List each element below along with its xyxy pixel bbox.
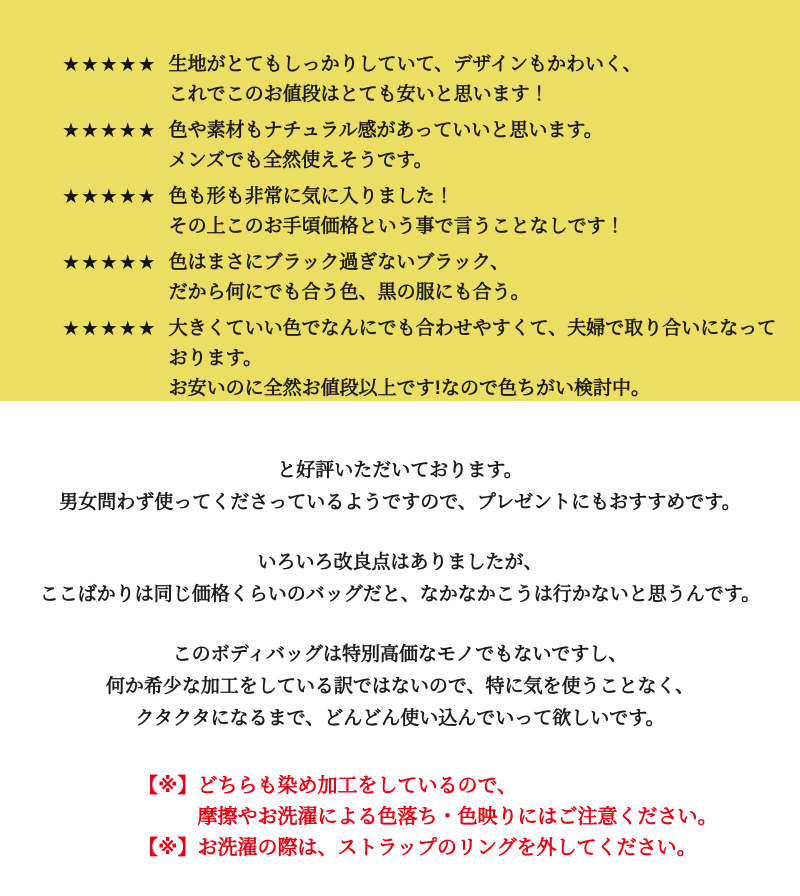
five-star-rating-icon: ★★★★★ [62, 54, 157, 76]
summary-line: クタクタになるまで、どんどん使い込んでいって欲しいです。 [135, 708, 665, 729]
five-star-rating-icon: ★★★★★ [62, 120, 157, 142]
caution-note [138, 771, 780, 833]
review-text [169, 248, 530, 308]
note-marker: 【※】 [138, 837, 198, 859]
summary-line: と好評いただいております。 [277, 460, 523, 481]
five-star-rating-icon: ★★★★★ [62, 318, 157, 340]
review-line: 色や素材もナチュラル感があっていいと思います。 [168, 120, 603, 141]
five-star-rating-icon: ★★★★★ [62, 252, 157, 274]
review-line: だから何にでも合う色、黒の服にも合う。 [168, 282, 530, 303]
summary-line: ここばかりは同じ価格くらいのバッグだと、なかなかこうは行かないと思うんです。 [39, 584, 761, 605]
summary-line: 男女問わず使ってくださっているようですので、プレゼントにもおすすめです。 [59, 492, 741, 513]
note-line: 摩擦やお洗濯による色落ち・色映りにはご注意ください。 [197, 806, 718, 828]
review-line: その上このお手頃価格という事で言うことなしです！ [168, 216, 625, 237]
review-item [62, 182, 782, 242]
note-marker: 【※】 [138, 775, 198, 797]
review-line: メンズでも全然使えそうです。 [168, 150, 433, 171]
summary-paragraph [0, 639, 800, 735]
customer-reviews-section [0, 0, 800, 401]
review-text [169, 182, 625, 242]
review-text [169, 314, 782, 404]
review-item [62, 314, 782, 404]
caution-note [138, 833, 780, 864]
summary-line: いろいろ改良点はありましたが、 [257, 552, 543, 573]
note-line: どちらも染め加工をしているので、 [197, 775, 518, 797]
review-line: 色はまさにブラック過ぎないブラック、 [168, 252, 510, 273]
review-text [169, 116, 603, 176]
note-text [197, 833, 780, 864]
note-line: お洗濯の際は、ストラップのリングを外してください。 [197, 837, 697, 859]
review-line: 大きくていい色でなんにでも合わせやすくて、夫婦で取り合いになっております。 [168, 318, 777, 369]
summary-paragraph [0, 547, 800, 611]
five-star-rating-icon: ★★★★★ [62, 186, 157, 208]
review-item [62, 50, 782, 110]
summary-line: このボディバッグは特別高価なモノでもないですし、 [172, 644, 628, 665]
review-line: 生地がとてもしっかりしていて、デザインもかわいく、 [168, 54, 642, 75]
summary-section [0, 401, 800, 864]
review-text [169, 50, 642, 110]
review-item [62, 116, 782, 176]
caution-notes [0, 771, 800, 864]
note-text [197, 771, 780, 833]
review-line: これでこのお値段はとても安いと思います！ [168, 84, 549, 105]
review-item [62, 248, 782, 308]
summary-line: 何か希少な加工をしている訳ではないので、特に気を使うことなく、 [105, 676, 695, 697]
summary-paragraph [0, 455, 800, 519]
review-line: 色も形も非常に気に入りました！ [168, 186, 454, 207]
review-line: お安いのに全然お値段以上です!なので色ちがい検討中。 [168, 378, 650, 399]
